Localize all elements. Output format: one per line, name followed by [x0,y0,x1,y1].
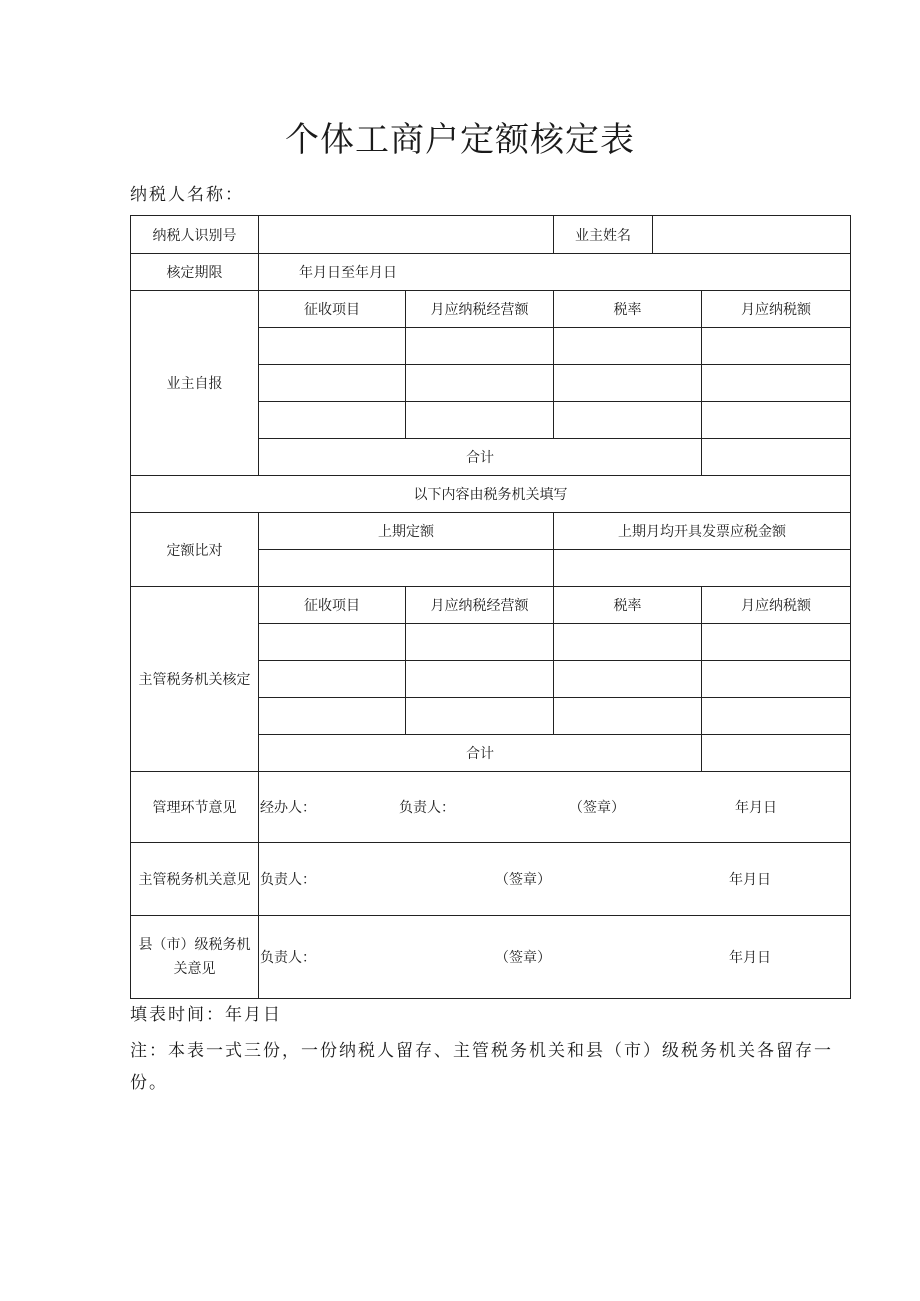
auth-header-tax: 月应纳税额 [702,587,851,624]
mgmt-handler-label: 经办人： [260,800,316,816]
table-cell[interactable] [406,328,554,365]
table-row [131,772,851,843]
page-title: 个体工商户定额核定表 [285,120,635,160]
table-cell[interactable] [554,698,702,735]
table-row [131,587,851,624]
self-total-label: 合计 [259,439,702,476]
taxpayer-name-label: 纳税人名称： [130,185,244,205]
county-seal-label: （签章） [495,950,551,966]
owner-name-field[interactable] [653,216,850,253]
table-cell[interactable] [259,402,406,439]
auth-header-revenue: 月应纳税经营额 [406,587,554,624]
fill-time: 填表时间：年月日 [130,1005,282,1025]
self-header-rate: 税率 [554,291,702,328]
table-cell[interactable] [702,698,851,735]
table-cell[interactable] [259,661,406,698]
taxpayer-id-label: 纳税人识别号 [131,216,259,254]
table-cell[interactable] [554,328,702,365]
tax-office-note: 以下内容由税务机关填写 [131,476,851,513]
table-row [131,216,851,254]
comparison-prev-quota: 上期定额 [259,513,554,550]
table-cell[interactable] [554,624,702,661]
table-cell[interactable] [702,328,851,365]
table-cell[interactable] [259,550,554,587]
table-cell[interactable] [259,698,406,735]
table-cell[interactable] [702,365,851,402]
table-cell[interactable] [259,328,406,365]
table-row [131,916,851,999]
mgmt-seal-label: （签章） [569,800,625,816]
authority-label: 主管税务机关核定 [131,587,259,772]
self-header-item: 征收项目 [259,291,406,328]
self-total-value[interactable] [702,439,851,476]
authority-responsible-label: 负责人： [260,872,316,888]
table-cell[interactable] [406,624,554,661]
table-cell[interactable] [554,550,851,587]
mgmt-responsible-label: 负责人： [399,800,455,816]
table-row [131,843,851,916]
mgmt-opinion-label: 管理环节意见 [131,772,259,843]
quota-form-table [130,215,851,999]
taxpayer-id-field[interactable] [259,216,554,254]
table-cell[interactable] [406,698,554,735]
authority-opinion-label: 主管税务机关意见 [131,843,259,916]
table-cell[interactable] [554,661,702,698]
table-cell[interactable] [259,624,406,661]
county-date-label: 年月日 [729,950,771,966]
auth-total-label: 合计 [259,735,702,772]
table-row [131,513,851,550]
self-header-revenue: 月应纳税经营额 [406,291,554,328]
county-responsible-label: 负责人： [260,950,316,966]
period-label: 核定期限 [131,254,259,291]
self-report-label: 业主自报 [131,291,259,476]
footnote: 注：本表一式三份，一份纳税人留存、主管税务机关和县（市）级税务机关各留存一份。 [130,1041,833,1093]
table-cell[interactable] [702,624,851,661]
authority-date-label: 年月日 [729,872,771,888]
table-cell[interactable] [406,365,554,402]
self-header-tax: 月应纳税额 [702,291,851,328]
table-cell[interactable] [406,402,554,439]
owner-name-label: 业主姓名 [554,216,653,253]
table-row [131,291,851,328]
table-cell[interactable] [259,365,406,402]
county-opinion-label [131,916,259,999]
table-row [131,254,851,291]
comparison-label: 定额比对 [131,513,259,587]
auth-header-item: 征收项目 [259,587,406,624]
authority-seal-label: （签章） [495,872,551,888]
county-opinion-label-line2: 关意见 [173,961,216,977]
auth-total-value[interactable] [702,735,851,772]
mgmt-date-label: 年月日 [735,800,777,816]
county-opinion-label-line1: 县（市）级税务机 [138,937,251,953]
table-cell[interactable] [406,661,554,698]
table-cell[interactable] [702,661,851,698]
auth-header-rate: 税率 [554,587,702,624]
period-value[interactable]: 年月日至年月日 [259,254,851,291]
table-row [131,476,851,513]
table-cell[interactable] [554,365,702,402]
table-cell[interactable] [702,402,851,439]
comparison-invoice-amount: 上期月均开具发票应税金额 [554,513,851,550]
table-cell[interactable] [554,402,702,439]
